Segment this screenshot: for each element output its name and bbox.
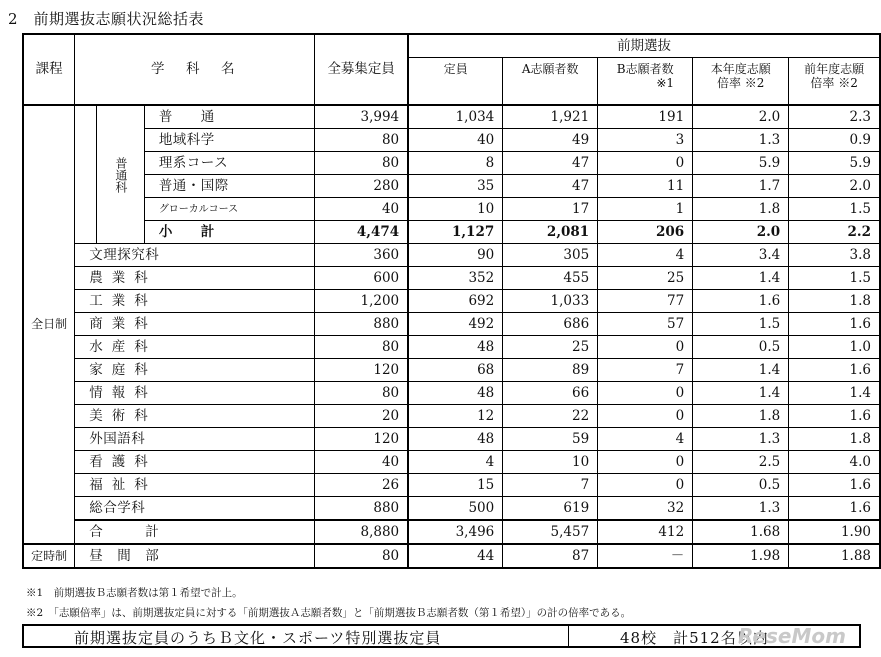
- cell-b: 0: [598, 382, 693, 405]
- cell-prev: 2.2: [789, 221, 880, 244]
- cell-teiin: 10: [408, 198, 503, 221]
- cell-ratio: 1.4: [693, 267, 789, 290]
- cell-b: 7: [598, 359, 693, 382]
- cell-ratio: 1.3: [693, 428, 789, 451]
- cell-b: －: [598, 544, 693, 568]
- cell-capacity: 80: [315, 544, 408, 568]
- cell-prev: 1.5: [789, 267, 880, 290]
- cell-b: 4: [598, 244, 693, 267]
- cell-b: 412: [598, 520, 693, 544]
- cell-a: 87: [503, 544, 598, 568]
- cell-ratio: 1.4: [693, 359, 789, 382]
- cell-capacity: 40: [315, 198, 408, 221]
- cell-prev: 1.88: [789, 544, 880, 568]
- cell-teiin: 68: [408, 359, 503, 382]
- cell-b: 0: [598, 474, 693, 497]
- table-row: [23, 405, 880, 428]
- cell-teiin: 1,034: [408, 105, 503, 129]
- cell-teiin: 352: [408, 267, 503, 290]
- cell-prev: 1.6: [789, 497, 880, 521]
- dept-name: 家庭科: [75, 359, 315, 382]
- header-b-applicants: B志願者数 ※1: [598, 58, 693, 106]
- table-row: [23, 313, 880, 336]
- cell-a: 47: [503, 175, 598, 198]
- dept-name: 文理探究科: [75, 244, 315, 267]
- cell-a: 619: [503, 497, 598, 521]
- cell-ratio: 2.0: [693, 221, 789, 244]
- dept-name: 小 計: [144, 221, 314, 244]
- cell-a: 5,457: [503, 520, 598, 544]
- cell-b: 1: [598, 198, 693, 221]
- cell-a: 7: [503, 474, 598, 497]
- table-row: [23, 336, 880, 359]
- table-row: [23, 359, 880, 382]
- cell-teiin: 12: [408, 405, 503, 428]
- cell-ratio: 5.9: [693, 152, 789, 175]
- cell-teiin: 1,127: [408, 221, 503, 244]
- total-row: [23, 520, 880, 544]
- dept-name: 合 計: [75, 520, 315, 544]
- cell-capacity: 880: [315, 497, 408, 521]
- cell-a: 59: [503, 428, 598, 451]
- cell-a: 305: [503, 244, 598, 267]
- cell-ratio: 1.3: [693, 497, 789, 521]
- table-row: [23, 290, 880, 313]
- cell-capacity: 4,474: [315, 221, 408, 244]
- dept-name: 情報科: [75, 382, 315, 405]
- cell-capacity: 80: [315, 152, 408, 175]
- cell-teiin: 3,496: [408, 520, 503, 544]
- cell-prev: 1.0: [789, 336, 880, 359]
- cell-a: 1,921: [503, 105, 598, 129]
- dept-name: 工業科: [75, 290, 315, 313]
- header-dept: 学 科 名: [75, 34, 315, 105]
- dept-name: 商業科: [75, 313, 315, 336]
- cell-prev: 1.8: [789, 290, 880, 313]
- header-ratio-this-year: 本年度志願 倍率 ※2: [693, 58, 789, 106]
- cell-a: 455: [503, 267, 598, 290]
- cell-a: 686: [503, 313, 598, 336]
- cell-capacity: 26: [315, 474, 408, 497]
- cell-prev: 1.6: [789, 313, 880, 336]
- cell-prev: 1.4: [789, 382, 880, 405]
- table-row: [23, 221, 880, 244]
- cell-a: 66: [503, 382, 598, 405]
- table-row: [23, 497, 880, 521]
- cell-b: 25: [598, 267, 693, 290]
- watermark-logo: ReseMom: [738, 624, 846, 648]
- cell-b: 206: [598, 221, 693, 244]
- cell-prev: 3.8: [789, 244, 880, 267]
- header-zenki: 前期選抜: [408, 34, 880, 58]
- special-selection-box: [22, 624, 861, 648]
- cell-prev: 1.90: [789, 520, 880, 544]
- cell-teiin: 90: [408, 244, 503, 267]
- cell-prev: 0.9: [789, 129, 880, 152]
- cell-ratio: 0.5: [693, 474, 789, 497]
- dept-name: 普 通: [144, 105, 314, 129]
- header-ratio-prev-year: 前年度志願 倍率 ※2: [789, 58, 880, 106]
- dept-name: 農業科: [75, 267, 315, 290]
- cell-b: 4: [598, 428, 693, 451]
- cell-ratio: 1.68: [693, 520, 789, 544]
- special-selection-label: 前期選抜定員のうちＢ文化・スポーツ特別選抜定員: [74, 629, 442, 647]
- cell-ratio: 1.3: [693, 129, 789, 152]
- divider: [568, 626, 569, 646]
- footnote-1: ※1 前期選抜Ｂ志願者数は第１希望で計上。: [26, 587, 243, 599]
- cell-prev: 4.0: [789, 451, 880, 474]
- cell-prev: 2.0: [789, 175, 880, 198]
- cell-teiin: 48: [408, 382, 503, 405]
- table-row: [23, 175, 880, 198]
- dept-name: 昼 間 部: [75, 544, 315, 568]
- dept-name: 総合学科: [75, 497, 315, 521]
- cell-capacity: 120: [315, 359, 408, 382]
- cell-b: 3: [598, 129, 693, 152]
- cell-a: 2,081: [503, 221, 598, 244]
- table-row: [23, 428, 880, 451]
- cell-ratio: 1.98: [693, 544, 789, 568]
- cell-ratio: 3.4: [693, 244, 789, 267]
- dept-name: 水産科: [75, 336, 315, 359]
- cell-ratio: 0.5: [693, 336, 789, 359]
- cell-teiin: 48: [408, 428, 503, 451]
- table-row: [23, 152, 880, 175]
- cell-ratio: 1.4: [693, 382, 789, 405]
- cell-a: 47: [503, 152, 598, 175]
- page-title: 2 前期選抜志願状況総括表: [8, 10, 205, 28]
- footnote-2: ※2 「志願倍率」は、前期選抜定員に対する「前期選抜Ａ志願者数」と「前期選抜Ｂ志願者数（第１希望）」の計の倍率である。: [26, 607, 632, 619]
- cell-prev: 1.6: [789, 405, 880, 428]
- cell-prev: 5.9: [789, 152, 880, 175]
- cell-teiin: 44: [408, 544, 503, 568]
- dept-name: 普通・国際: [144, 175, 314, 198]
- cell-teiin: 15: [408, 474, 503, 497]
- cell-teiin: 500: [408, 497, 503, 521]
- cell-capacity: 280: [315, 175, 408, 198]
- cell-prev: 1.6: [789, 474, 880, 497]
- cell-capacity: 80: [315, 129, 408, 152]
- cell-a: 1,033: [503, 290, 598, 313]
- cell-ratio: 2.0: [693, 105, 789, 129]
- special-selection-value: 48校 計512名以内: [620, 629, 769, 647]
- cell-a: 49: [503, 129, 598, 152]
- cell-ratio: 1.8: [693, 198, 789, 221]
- cell-a: 89: [503, 359, 598, 382]
- cell-prev: 1.5: [789, 198, 880, 221]
- cell-teiin: 4: [408, 451, 503, 474]
- cell-teiin: 8: [408, 152, 503, 175]
- dept-name: 福祉科: [75, 474, 315, 497]
- cell-ratio: 2.5: [693, 451, 789, 474]
- cell-b: 57: [598, 313, 693, 336]
- cell-prev: 1.6: [789, 359, 880, 382]
- cell-capacity: 880: [315, 313, 408, 336]
- spacer-cell: [75, 105, 97, 244]
- dept-name: 地域科学: [144, 129, 314, 152]
- table-row: [23, 267, 880, 290]
- dept-name: 理系コース: [144, 152, 314, 175]
- application-summary-table: [22, 33, 881, 569]
- table-row: [23, 129, 880, 152]
- cell-capacity: 1,200: [315, 290, 408, 313]
- cell-ratio: 1.6: [693, 290, 789, 313]
- teiji-row: [23, 544, 880, 568]
- dept-name: 看護科: [75, 451, 315, 474]
- table-row: [23, 244, 880, 267]
- dept-name: 美術科: [75, 405, 315, 428]
- category-futsuka: 普通科: [96, 105, 144, 244]
- cell-capacity: 80: [315, 382, 408, 405]
- cell-a: 17: [503, 198, 598, 221]
- table-row: [23, 382, 880, 405]
- cell-a: 10: [503, 451, 598, 474]
- cell-capacity: 20: [315, 405, 408, 428]
- cell-teiin: 492: [408, 313, 503, 336]
- table-row: [23, 451, 880, 474]
- cell-b: 32: [598, 497, 693, 521]
- dept-name: グローカルコース: [144, 198, 314, 221]
- cell-b: 77: [598, 290, 693, 313]
- cell-teiin: 35: [408, 175, 503, 198]
- cell-capacity: 600: [315, 267, 408, 290]
- cell-capacity: 80: [315, 336, 408, 359]
- cell-prev: 2.3: [789, 105, 880, 129]
- header-course: 課程: [23, 34, 75, 105]
- cell-capacity: 40: [315, 451, 408, 474]
- cell-teiin: 40: [408, 129, 503, 152]
- cell-capacity: 120: [315, 428, 408, 451]
- cell-b: 0: [598, 451, 693, 474]
- cell-capacity: 3,994: [315, 105, 408, 129]
- cell-b: 0: [598, 336, 693, 359]
- category-teiji: 定時制: [23, 544, 75, 568]
- cell-a: 22: [503, 405, 598, 428]
- cell-prev: 1.8: [789, 428, 880, 451]
- cell-b: 0: [598, 152, 693, 175]
- table-row: [23, 474, 880, 497]
- cell-ratio: 1.5: [693, 313, 789, 336]
- cell-capacity: 8,880: [315, 520, 408, 544]
- header-a-applicants: A志願者数: [503, 58, 598, 106]
- cell-teiin: 48: [408, 336, 503, 359]
- header-teiin: 定員: [408, 58, 503, 106]
- category-zennichi: 全日制: [23, 105, 75, 544]
- cell-b: 11: [598, 175, 693, 198]
- cell-a: 25: [503, 336, 598, 359]
- footnotes: [26, 583, 631, 623]
- cell-ratio: 1.8: [693, 405, 789, 428]
- dept-name: 外国語科: [75, 428, 315, 451]
- table-row: [23, 198, 880, 221]
- header-capacity: 全募集定員: [315, 34, 408, 105]
- cell-ratio: 1.7: [693, 175, 789, 198]
- cell-b: 191: [598, 105, 693, 129]
- cell-b: 0: [598, 405, 693, 428]
- table-row: [23, 105, 880, 129]
- cell-capacity: 360: [315, 244, 408, 267]
- cell-teiin: 692: [408, 290, 503, 313]
